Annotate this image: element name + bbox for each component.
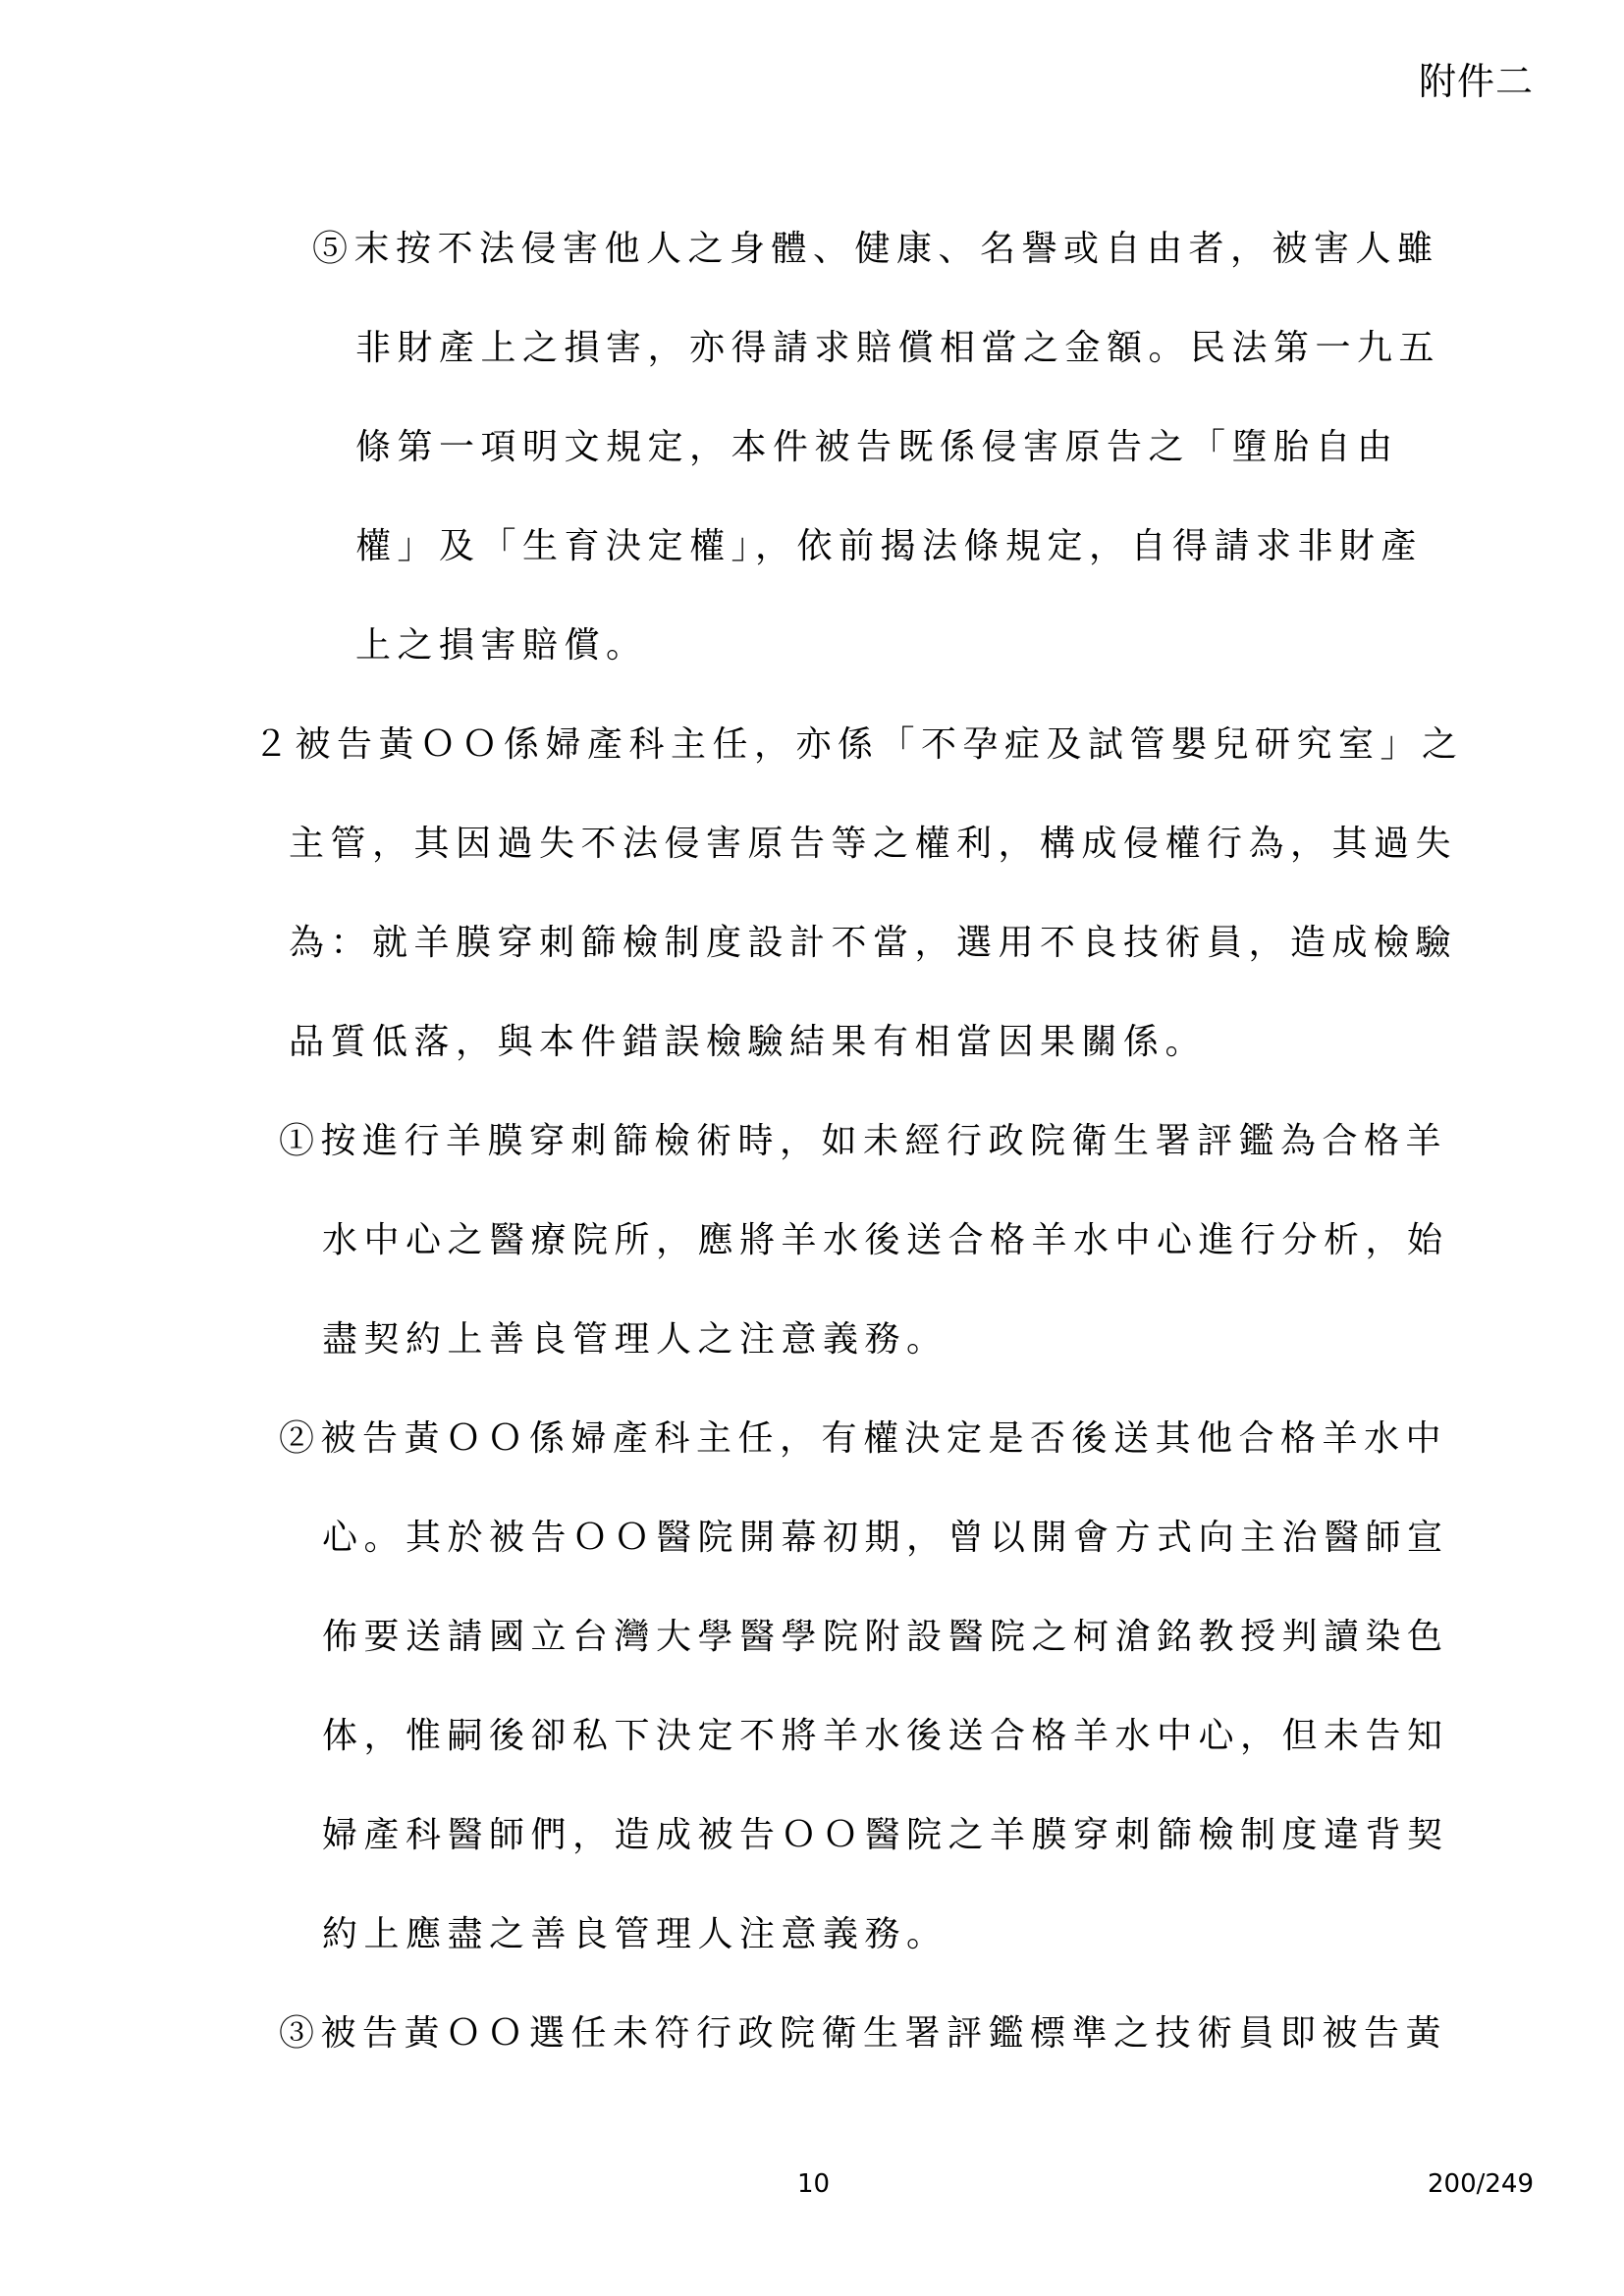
text-line: 權」及「生育決定權」，依前揭法條規定，自得請求非財產 (355, 526, 1424, 566)
text-line: 主管，其因過失不法侵害原告等之權利，構成侵權行為，其過失 (289, 824, 1458, 864)
text-line: 非財產上之損害，亦得請求賠償相當之金額。民法第一九五 (355, 328, 1441, 368)
page-count: 200/249 (1427, 2169, 1534, 2199)
text-line: 心。其於被告ＯＯ醫院開幕初期，曾以開會方式向主治醫師宣 (322, 1518, 1449, 1558)
text-line: 佈要送請國立台灣大學醫學院附設醫院之柯滄銘教授判讀染色 (322, 1617, 1449, 1657)
text-line: ②被告黃ＯＯ係婦產科主任，有權決定是否後送其他合格羊水中 (279, 1418, 1448, 1459)
text-line: 体，惟嗣後卻私下決定不將羊水後送合格羊水中心，但未告知 (322, 1716, 1449, 1756)
text-line: ⑤末按不法侵害他人之身體、健康、名譽或自由者，被害人雖 (312, 229, 1439, 269)
text-line: 盡契約上善良管理人之注意義務。 (322, 1319, 948, 1360)
text-line: 婦產科醫師們，造成被告ＯＯ醫院之羊膜穿刺篩檢制度違背契 (322, 1815, 1449, 1855)
text-line: 品質低落，與本件錯誤檢驗結果有相當因果關係。 (289, 1022, 1208, 1062)
text-line: 約上應盡之善良管理人注意義務。 (322, 1914, 948, 1954)
text-line: ①按進行羊膜穿刺篩檢術時，如未經行政院衛生署評鑑為合格羊 (279, 1121, 1448, 1161)
text-line: ③被告黃ＯＯ選任未符行政院衛生署評鑑標準之技術員即被告黃 (279, 2013, 1448, 2054)
attachment-label: 附件二 (1418, 60, 1534, 103)
text-line: 條第一項明文規定，本件被告既係侵害原告之「墮胎自由 (355, 427, 1399, 467)
text-line: 為：就羊膜穿刺篩檢制度設計不當，選用不良技術員，造成檢驗 (289, 923, 1458, 963)
text-line: 上之損害賠償。 (355, 625, 648, 666)
text-line: 水中心之醫療院所，應將羊水後送合格羊水中心進行分析，始 (322, 1220, 1449, 1260)
text-line: ２被告黃ＯＯ係婦產科主任，亦係「不孕症及試管嬰兒研究室」之 (253, 724, 1464, 765)
page-number: 10 (797, 2169, 831, 2199)
